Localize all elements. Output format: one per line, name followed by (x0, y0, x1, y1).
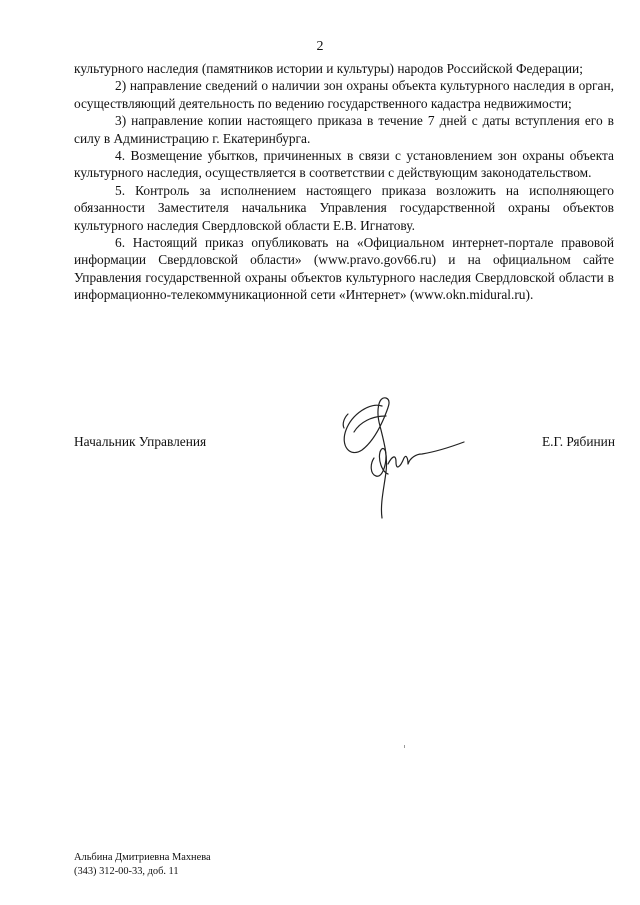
paragraph-5: 5. Контроль за исполнением настоящего приказа возложить на исполняющего обязанности Заместителя начальника Управления государственной охраны объектов культурного наследия Свердловской области Е.В. Игнатову. (74, 182, 614, 233)
page-number: 2 (316, 39, 324, 54)
paragraph-continuation: культурного наследия (памятников истории и культуры) народов Российской Федерации; (74, 61, 583, 76)
scan-speck (404, 745, 405, 748)
executor-footer (74, 851, 211, 879)
paragraph-item-3: 3) направление копии настоящего приказа в течение 7 дней с даты вступления его в силу в Администрацию г. Екатеринбурга. (74, 113, 614, 146)
signatory-position: Начальник Управления (74, 434, 207, 449)
handwritten-signature (330, 392, 480, 527)
paragraph-item-2: 2) направление сведений о наличии зон охраны объекта культурного наследия в орган, осуществляющий деятельность по ведению государственного кадастра недвижимости; (74, 78, 614, 111)
signatory-name: Е.Г. Рябинин (541, 434, 615, 449)
paragraph-4: 4. Возмещение убытков, причиненных в связи с установлением зон охраны объекта культурного наследия, осуществляется в соответствии с действующим законодательством. (74, 148, 614, 181)
paragraph-6: 6. Настоящий приказ опубликовать на «Официальном интернет-портале правовой информации Свердловской области» (www.pravo.gov66.ru) и на официальном сайте Управления государственной охраны объектов культурного наследия Свердловской области в информационно-телекоммуникационной сети «Интернет» (www.okn.midural.ru). (74, 235, 614, 303)
executor-phone: (343) 312-00-33, доб. 11 (74, 866, 179, 877)
executor-name: Альбина Дмитриевна Махнева (74, 852, 211, 863)
document-body (74, 60, 614, 304)
